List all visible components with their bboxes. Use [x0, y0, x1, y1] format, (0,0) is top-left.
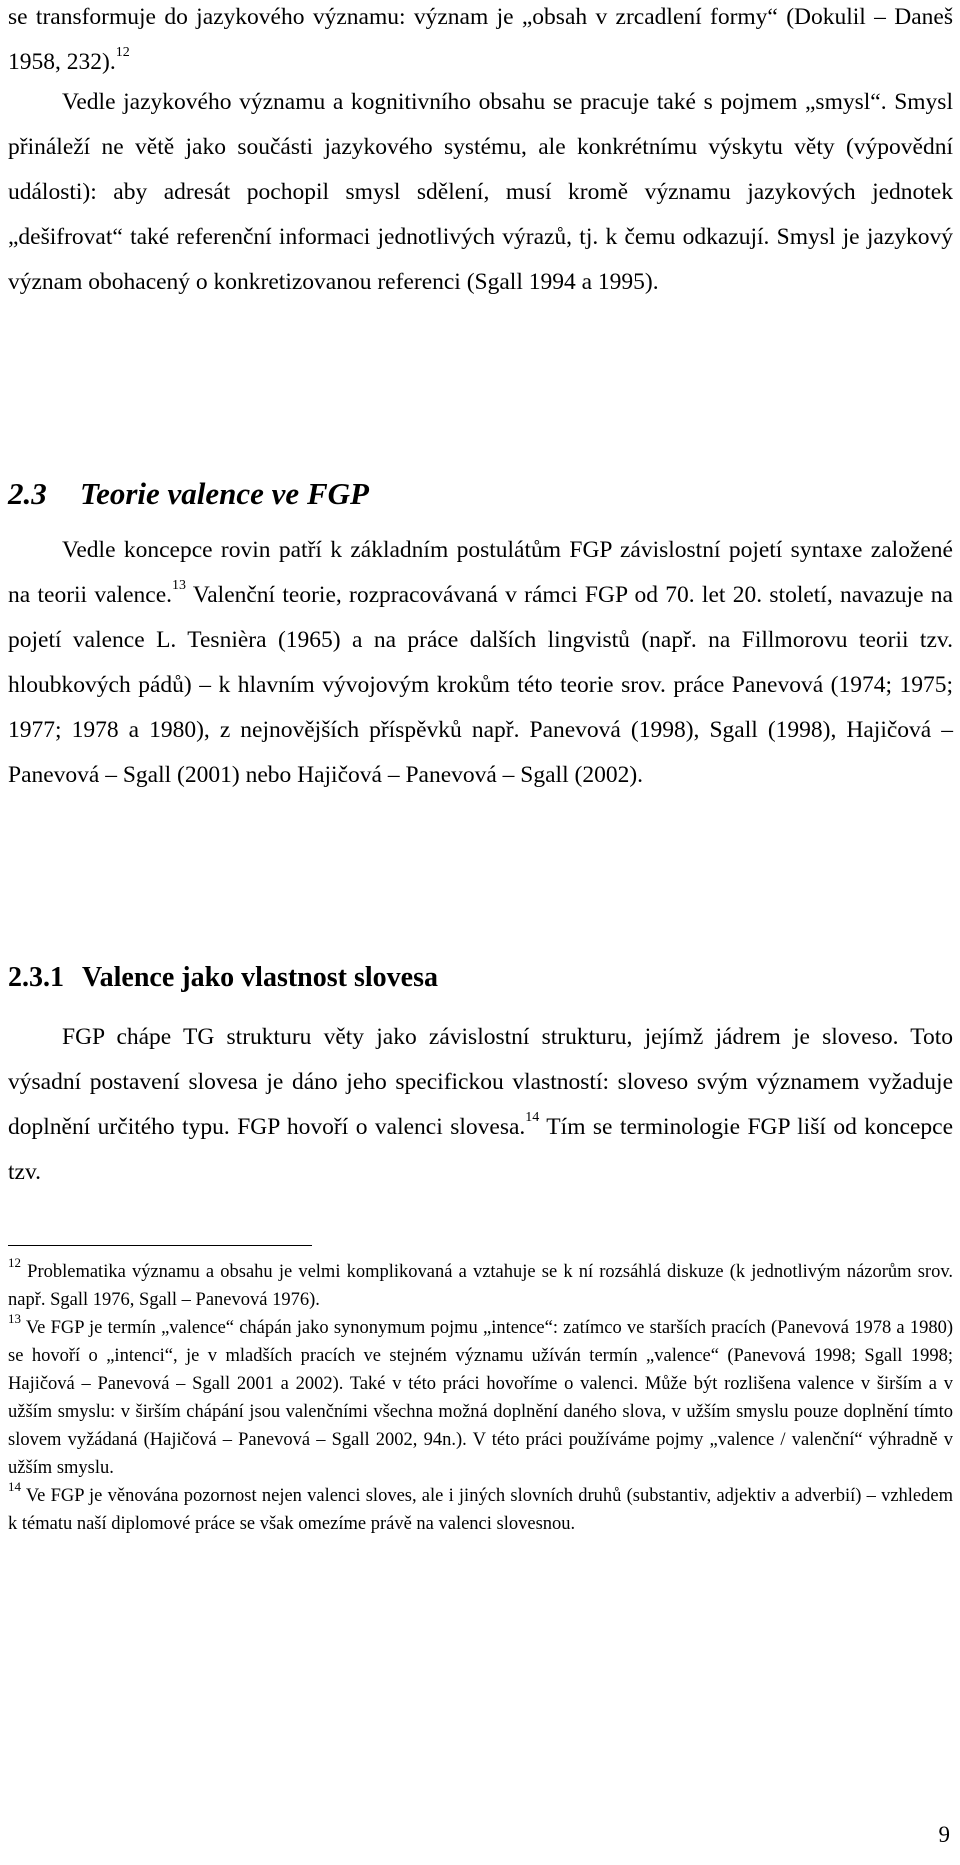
section-title: Valence jako vlastnost slovesa	[82, 962, 438, 993]
paragraph-continuation	[8, 0, 953, 85]
page-number: 9	[938, 1822, 950, 1847]
paragraph-text-part2: Tím se terminologie FGP liší od koncepce tzv.	[8, 1114, 954, 1185]
footnote-number: 12	[8, 1254, 21, 1270]
footnote-14	[8, 1478, 953, 1538]
footnote-separator	[8, 1245, 312, 1246]
footnote-12	[8, 1254, 953, 1314]
section-title: Teorie valence ve FGP	[80, 476, 369, 511]
paragraph-valence-theory	[8, 528, 953, 798]
footnote-text: Ve FGP je termín „valence“ chápán jako synonymum pojmu „intence“: zatímco ve starších pracích (Panevová 1978 a 1980) se hovoří o „intenci“, je v mladších pracích ve stejném významu užíván termín „valence“ (Panevová 1998; Sgall 1998; Hajičová – Panevová – Sgall 2001 a 2002). Také v této práci hovoříme o valenci. Může být rozlišena valence v širším a v užším smyslu: v širším chápání jsou valenčními všechna možná doplnění daného slova, v užším smyslu pouze doplnění tímto slovem vyžádaná (Hajičová – Panevová – Sgall 2002, 94n.). V této práci používáme pojmy „valence / valenční“ výhradně v užším smyslu.	[8, 1318, 953, 1478]
footnote-ref-12: 12	[115, 45, 130, 61]
footnote-text: Ve FGP je věnována pozornost nejen valenci sloves, ale i jiných slovních druhů (substantiv, adjektiv a adverbií) – vzhledem k tématu naší diplomové práce se však omezíme právě na valenci slovesnou.	[8, 1486, 953, 1534]
footnote-ref-13: 13	[172, 578, 186, 594]
footnote-13	[8, 1310, 953, 1482]
paragraph-smysl: Vedle jazykového významu a kognitivního obsahu se pracuje také s pojmem „smysl“. Smysl přináleží ne větě jako součásti jazykového systému, ale konkrétnímu výskytu věty (výpovědní události): aby adresát pochopil smysl sdělení, musí kromě významu jazykových jednotek „dešifrovat“ také referenční informaci jednotlivých výrazů, tj. k čemu odkazují. Smysl je jazykový význam obohacený o konkretizovanou referenci (Sgall 1994 a 1995).	[8, 89, 953, 295]
footnote-number: 14	[8, 1478, 21, 1494]
footnote-ref-14: 14	[525, 1110, 540, 1126]
paragraph-text-part1: Vedle koncepce rovin patří k základním postulátům FGP závislostní pojetí syntaxe založené na teorii valence.	[8, 537, 953, 608]
footnote-text: Problematika významu a obsahu je velmi komplikovaná a vztahuje se k ní rozsáhlá diskuze (k jednotlivým názorům srov. např. Sgall 1976, Sgall – Panevová 1976).	[8, 1262, 953, 1310]
section-number: 2.3.1	[8, 962, 64, 993]
paragraph-verb-valence	[8, 1015, 953, 1195]
footnote-number: 13	[8, 1310, 21, 1326]
section-heading-2-3	[8, 476, 369, 512]
paragraph-text-part2: Valenční teorie, rozpracovávaná v rámci FGP od 70. let 20. století, navazuje na pojetí valence L. Tesnièra (1965) a na práce dalších lingvistů (např. na Fillmorovu teorii tzv. hloubkových pádů) – k hlavním vývojovým krokům této teorie srov. práce Panevová (1974; 1975; 1977; 1978 a 1980), z nejnovějších příspěvků např. Panevová (1998), Sgall (1998), Hajičová – Panevová – Sgall (2001) nebo Hajičová – Panevová – Sgall (2002).	[8, 582, 953, 788]
section-heading-2-3-1	[8, 962, 438, 994]
footnotes	[8, 1254, 953, 1538]
paragraph-text-part1: FGP chápe TG strukturu věty jako závislostní strukturu, jejímž jádrem je sloveso. Toto výsadní postavení slovesa je dáno jeho specifickou vlastností: sloveso svým významem vyžaduje doplnění určitého typu. FGP hovoří o valenci slovesa.	[8, 1024, 953, 1140]
section-number: 2.3	[8, 476, 47, 511]
paragraph-text: se transformuje do jazykového významu: význam je „obsah v zrcadlení formy“ (Dokulil – Daneš 1958, 232).	[8, 4, 953, 75]
